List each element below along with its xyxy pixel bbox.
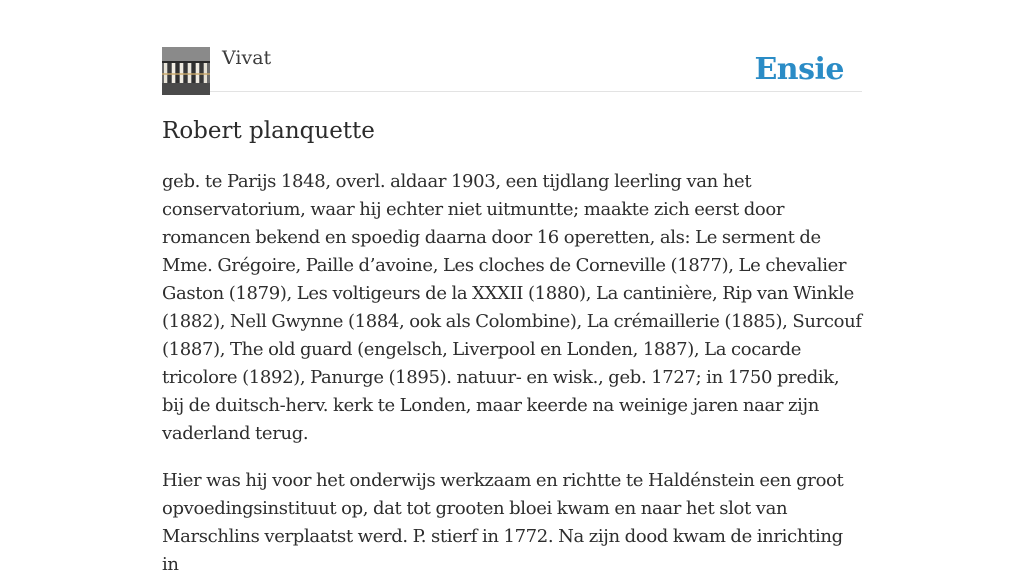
article-paragraph: Hier was hij voor het onderwijs werkzaam en richtte te Haldénstein een groot opvoedingsinstituut op, dat tot grooten bloei kwam en naar het slot van Marschlins verplaatst werd. P. stierf in 1772. Na zijn dood kwam de inrichting in	[162, 470, 844, 575]
book-spines-icon	[162, 47, 210, 95]
author-link[interactable]: Vivat	[222, 47, 272, 69]
article-title: Robert planquette	[162, 118, 375, 144]
article-page	[162, 46, 862, 579]
article-header	[162, 46, 862, 92]
author-avatar[interactable]	[162, 47, 210, 95]
article-paragraph: geb. te Parijs 1848, overl. aldaar 1903, een tijdlang leerling van het conservatorium, waar hij echter niet uitmuntte; maakte zich eerst door romancen bekend en spoedig daarna door 16 operetten, als: Le serment de Mme. Grégoire, Paille d’avoine, Les cloches de Corneville (1877), Le chevalier Gaston (1879), Les voltigeurs de la XXXII (1880), La cantinière, Rip van Winkle (1882), Nell Gwynne (1884, ook als Colombine), La crémaillerie (1885), Surcouf (1887), The old guard (engelsch, Liverpool en Londen, 1887), La cocarde tricolore (1892), Panurge (1895). natuur- en wisk., geb. 1727; in 1750 predik, bij de duitsch-herv. kerk te Londen, maar keerde na weinige jaren naar zijn vaderland terug.	[162, 171, 862, 444]
brand-logo[interactable]: Ensie	[754, 52, 844, 87]
